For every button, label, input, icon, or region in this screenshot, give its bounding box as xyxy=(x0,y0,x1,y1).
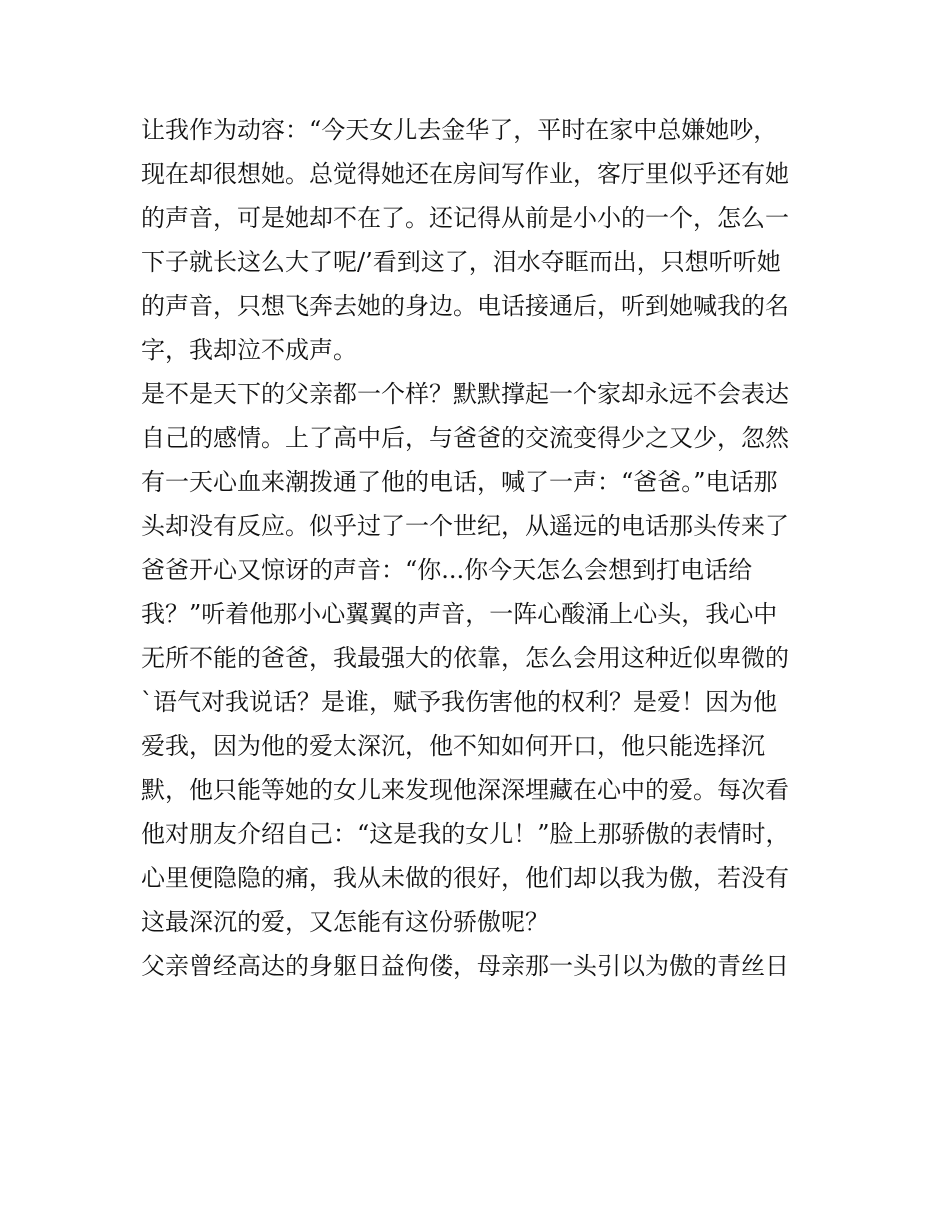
text-line: `语气对我说话？是谁，赋予我伤害他的权利？是爱！因为他 xyxy=(141,688,777,716)
text-line: 他对朋友介绍自己：“这是我的女儿！”脸上那骄傲的表情时， xyxy=(141,820,790,848)
text-line: 无所不能的爸爸，我最强大的依靠，怎么会用这种近似卑微的 xyxy=(141,644,789,672)
body-text xyxy=(141,108,821,988)
text-line: 现在却很想她。总觉得她还在房间写作业，客厅里似乎还有她 xyxy=(141,160,789,188)
text-line: 字，我却泣不成声。 xyxy=(141,336,357,364)
text-line: 这最深沉的爱，又怎能有这份骄傲呢？ xyxy=(141,908,549,936)
text-line: 我？”听着他那小心翼翼的声音，一阵心酸涌上心头，我心中 xyxy=(141,600,778,628)
text-line: 有一天心血来潮拨通了他的电话，喊了一声：“爸爸。”电话那 xyxy=(141,468,778,496)
text-line: 头却没有反应。似乎过了一个世纪，从遥远的电话那头传来了 xyxy=(141,512,789,540)
text-line: 默，他只能等她的女儿来发现他深深埋藏在心中的爱。每次看 xyxy=(141,776,789,804)
text-line: 爱我，因为他的爱太深沉，他不知如何开口，他只能选择沉 xyxy=(141,732,765,760)
text-line: 的声音，只想飞奔去她的身边。电话接通后，听到她喊我的名 xyxy=(141,292,789,320)
text-line: 让我作为动容：“今天女儿去金华了，平时在家中总嫌她吵， xyxy=(141,116,778,144)
text-line: 父亲曾经高达的身躯日益佝偻，母亲那一头引以为傲的青丝日 xyxy=(141,952,789,980)
text-line: 下子就长这么大了呢/’看到这了，泪水夺眶而出，只想听听她 xyxy=(141,248,781,276)
text-line: 是不是天下的父亲都一个样？默默撑起一个家却永远不会表达 xyxy=(141,380,789,408)
text-line: 的声音，可是她却不在了。还记得从前是小小的一个，怎么一 xyxy=(141,204,789,232)
text-line: 自己的感情。上了高中后，与爸爸的交流变得少之又少，忽然 xyxy=(141,424,789,452)
text-line: 爸爸开心又惊讶的声音：“你...你今天怎么会想到打电话给 xyxy=(141,556,753,584)
text-line: 心里便隐隐的痛，我从未做的很好，他们却以我为傲，若没有 xyxy=(141,864,789,892)
